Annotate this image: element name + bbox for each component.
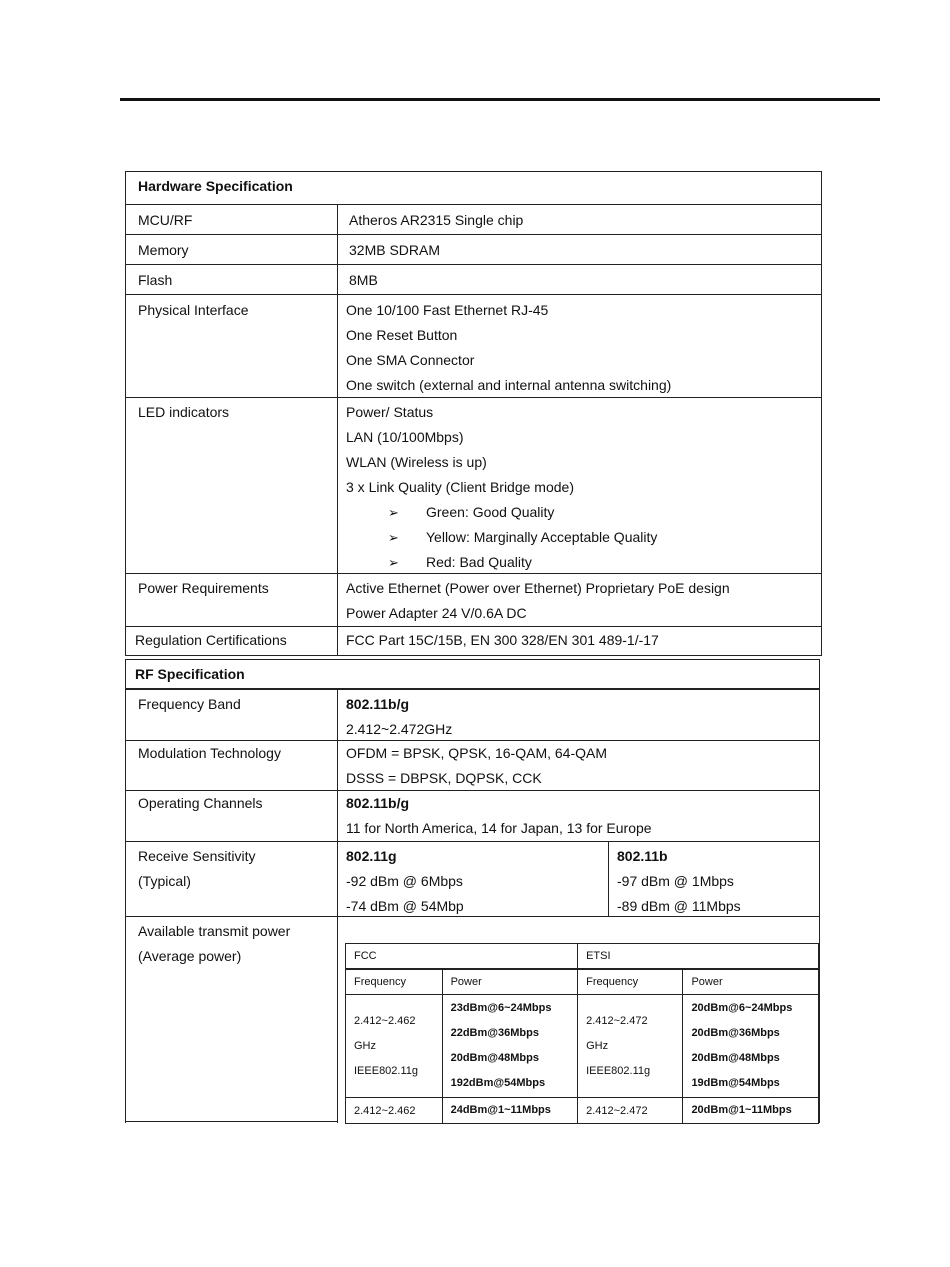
hardware-header-row (126, 172, 821, 205)
row-value-line: WLAN (Wireless is up) (346, 454, 487, 470)
row-value-line: One SMA Connector (346, 352, 475, 368)
row-value: 32MB SDRAM (349, 242, 441, 258)
sensitivity-80211b: 802.11b -97 dBm @ 1Mbps -89 dBm @ 11Mbps (617, 848, 741, 914)
table-row (126, 205, 821, 235)
fcc-g-power: 23dBm@6~24Mbps 22dBm@36Mbps 20dBm@48Mbps 192dBm@54Mbps (442, 995, 578, 1098)
row-value-line: Active Ethernet (Power over Ethernet) Proprietary PoE design (346, 580, 730, 596)
top-rule (120, 98, 880, 101)
hardware-spec-table (125, 171, 822, 656)
row-value-line: Power Adapter 24 V/0.6A DC (346, 605, 527, 621)
row-value-heading: 802.11b/g (346, 696, 410, 712)
etsi-header: ETSI (578, 944, 819, 969)
table-row (126, 842, 819, 917)
arrow-bullet-icon: ➢ (388, 530, 399, 545)
etsi-g-power: 20dBm@6~24Mbps 20dBm@36Mbps 20dBm@48Mbps 19dBm@54Mbps (683, 995, 819, 1098)
list-item: ➢ Green: Good Quality (346, 500, 657, 525)
frequency-header: Frequency (346, 969, 443, 995)
table-row (126, 690, 819, 741)
row-value-line: One switch (external and internal antenna switching) (346, 377, 672, 393)
power-header: Power (442, 969, 578, 995)
table-row (126, 741, 819, 791)
row-label: LED indicators (138, 404, 230, 420)
row-label: Regulation Certifications (135, 632, 287, 648)
row-label: Physical Interface (138, 302, 249, 318)
row-label: Flash (138, 272, 173, 288)
arrow-bullet-icon: ➢ (388, 505, 399, 520)
row-label: Available transmit power (Average power) (138, 923, 291, 964)
fcc-header: FCC (346, 944, 578, 969)
row-value-heading: 802.11b/g (346, 795, 410, 811)
row-value-line: 11 for North America, 14 for Japan, 13 for Europe (346, 820, 652, 836)
row-value-line: LAN (10/100Mbps) (346, 429, 464, 445)
table-row (126, 791, 819, 842)
row-label: Power Requirements (138, 580, 269, 596)
row-value: FCC Part 15C/15B, EN 300 328/EN 301 489-1/-17 (346, 632, 659, 648)
table-row (126, 265, 821, 295)
row-value-line: OFDM = BPSK, QPSK, 16-QAM, 64-QAM (346, 745, 608, 761)
rf-title: RF Specification (135, 666, 245, 682)
row-value-line: 2.412~2.472GHz (346, 721, 453, 737)
list-item: ➢ Yellow: Marginally Acceptable Quality (346, 525, 657, 550)
table-row (126, 295, 821, 398)
sensitivity-80211g: 802.11g -92 dBm @ 6Mbps -74 dBm @ 54Mbp (346, 848, 464, 914)
row-value-list (346, 400, 657, 575)
etsi-b-power: 20dBm@1~11Mbps (683, 1098, 819, 1124)
row-value-list (346, 692, 452, 742)
frequency-header: Frequency (578, 969, 683, 995)
row-value-line: 3 x Link Quality (Client Bridge mode) (346, 479, 574, 495)
row-label: Receive Sensitivity (Typical) (138, 848, 256, 889)
row-value-line: One 10/100 Fast Ethernet RJ-45 (346, 302, 549, 318)
power-header: Power (683, 969, 819, 995)
row-value-list (346, 741, 607, 791)
row-value: 8MB (349, 272, 378, 288)
table-row (126, 398, 821, 574)
hardware-title: Hardware Specification (138, 178, 293, 194)
table-bottom-rule (125, 1121, 337, 1122)
etsi-g-frequency: 2.412~2.472 GHz IEEE802.11g (578, 995, 683, 1098)
row-value-list (346, 791, 652, 841)
row-value-line: One Reset Button (346, 327, 458, 343)
row-value-line: Power/ Status (346, 404, 434, 420)
row-label: Memory (138, 242, 189, 258)
arrow-bullet-icon: ➢ (388, 555, 399, 570)
table-row (126, 235, 821, 265)
row-value-list (346, 298, 671, 398)
table-row (126, 627, 821, 656)
row-value-list (346, 576, 730, 626)
fcc-b-frequency: 2.412~2.462 (346, 1098, 443, 1124)
row-label: Modulation Technology (138, 745, 281, 761)
etsi-b-frequency: 2.412~2.472 (578, 1098, 683, 1124)
rf-header-row (126, 660, 819, 690)
row-value: Atheros AR2315 Single chip (349, 212, 524, 228)
row-value-line: DSSS = DBPSK, DQPSK, CCK (346, 770, 542, 786)
row-label: Frequency Band (138, 696, 241, 712)
row-label: Operating Channels (138, 795, 263, 811)
row-label: MCU/RF (138, 212, 193, 228)
transmit-power-table (345, 943, 819, 1124)
list-item: ➢ Red: Bad Quality (346, 550, 657, 575)
fcc-b-power: 24dBm@1~11Mbps (442, 1098, 578, 1124)
fcc-g-frequency: 2.412~2.462 GHz IEEE802.11g (346, 995, 443, 1098)
table-row (126, 574, 821, 627)
